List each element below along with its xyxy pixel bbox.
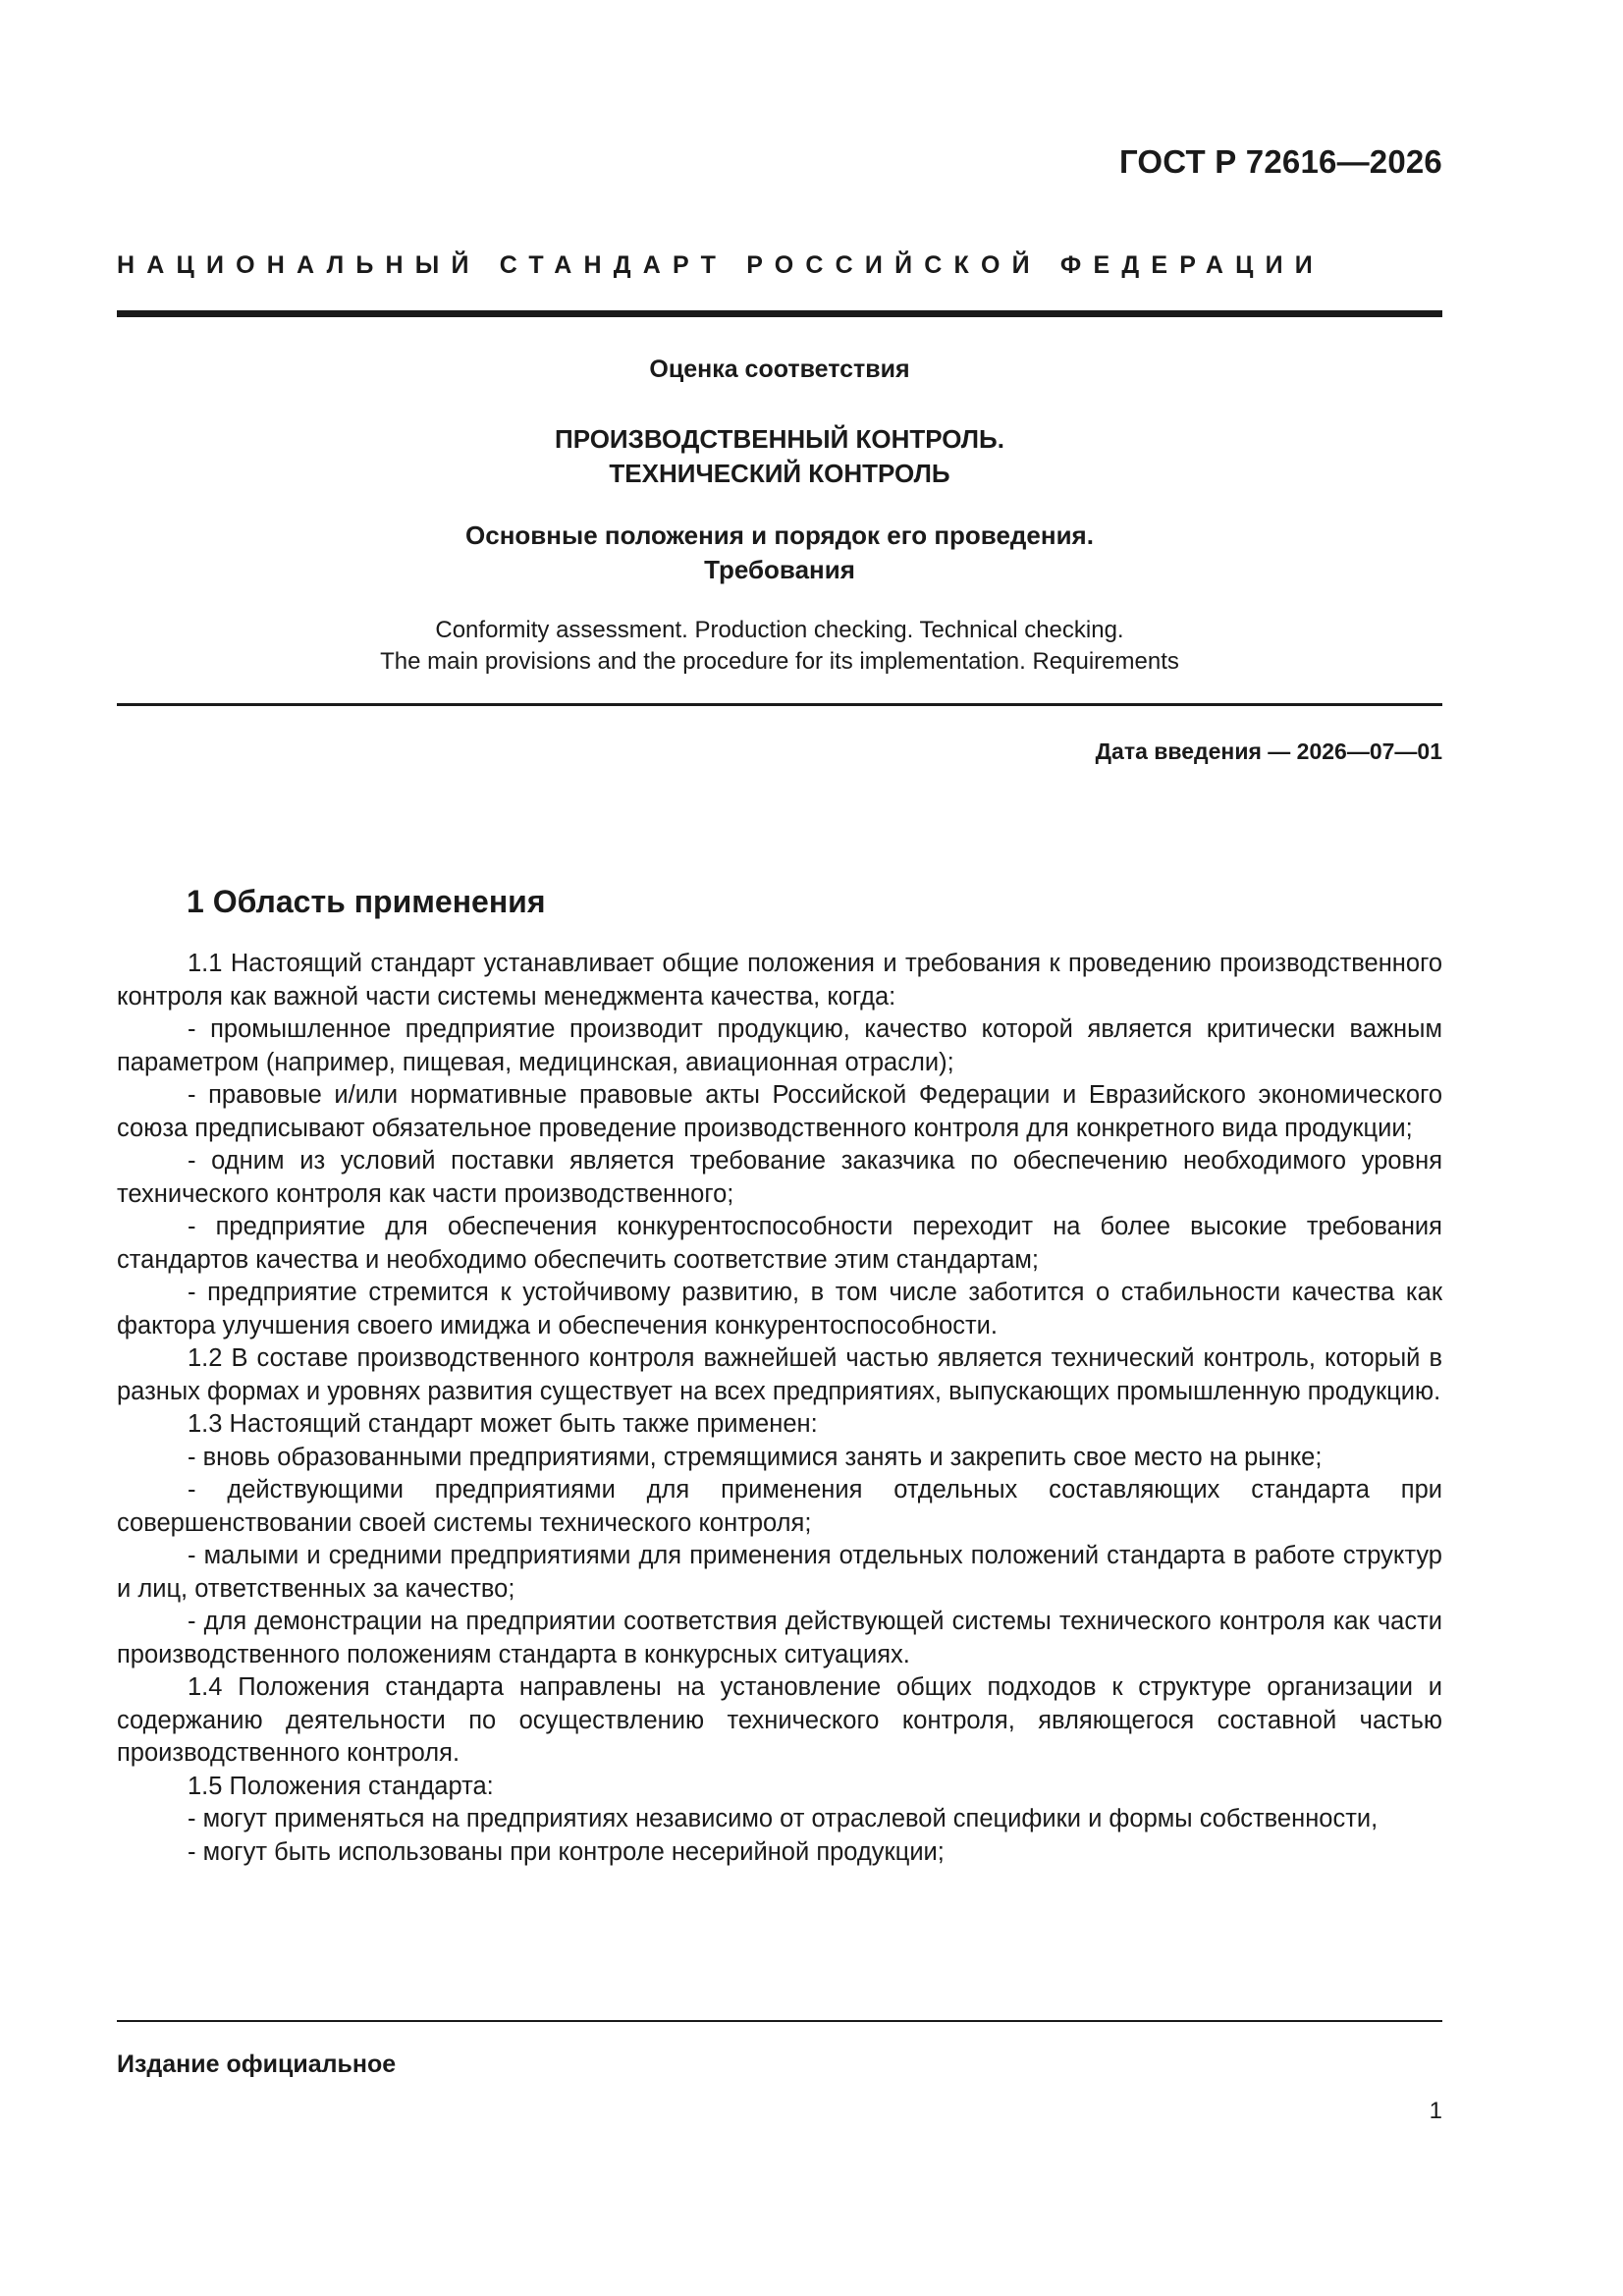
paragraph: 1.3 Настоящий стандарт может быть также применен:	[188, 1410, 818, 1438]
english-title-line-2: The main provisions and the procedure for its implementation. Requirements	[380, 648, 1179, 675]
paragraph: 1.5 Положения стандарта:	[188, 1772, 494, 1800]
subtitle-line-1: Основные положения и порядок его проведения.	[465, 520, 1094, 550]
document-code: ГОСТ Р 72616—2026	[1118, 143, 1442, 180]
title-divider	[117, 703, 1442, 706]
list-item: - могут быть использованы при контроле несерийной продукции;	[188, 1837, 945, 1866]
list-item: - промышленное предприятие производит продукцию, качество которой является критически важным параметром (например, пищевая, медицинская, авиационная отрасли);	[117, 1015, 1442, 1076]
section-body	[117, 948, 1442, 1869]
paragraph: 1.4 Положения стандарта направлены на установление общих подходов к структуре организации и содержанию деятельности по осуществлению технического контроля, являющегося составной частью производственного контроля.	[117, 1673, 1442, 1767]
list-item: - правовые и/или нормативные правовые акты Российской Федерации и Евразийского экономического союза предписывают обязательное проведение производственного контроля для конкретного вида продукции;	[117, 1081, 1442, 1142]
footer-divider	[117, 2020, 1442, 2022]
section-heading: 1 Область применения	[187, 884, 546, 919]
list-item: - одним из условий поставки является требование заказчика по обеспечению необходимого уровня технического контроля как части производственного;	[117, 1147, 1442, 1208]
edition-label: Издание официальное	[117, 2050, 397, 2078]
introduction-date: Дата введения — 2026—07—01	[1095, 738, 1442, 764]
title-line-1: ПРОИЗВОДСТВЕННЫЙ КОНТРОЛЬ.	[555, 424, 1004, 454]
paragraph: 1.2 В составе производственного контроля важнейшей частью является технический контроль, который в разных формах и уровнях развития существует на всех предприятиях, выпускающих промышленную продукцию.	[117, 1344, 1442, 1405]
list-item: - предприятие стремится к устойчивому развитию, в том числе заботится о стабильности качества как фактора улучшения своего имиджа и обеспечения конкурентоспособности.	[117, 1279, 1442, 1339]
standard-type-banner: НАЦИОНАЛЬНЫЙ СТАНДАРТ РОССИЙСКОЙ ФЕДЕРАЦИИ	[117, 251, 1325, 279]
title-line-2: ТЕХНИЧЕСКИЙ КОНТРОЛЬ	[609, 459, 950, 488]
english-title-line-1: Conformity assessment. Production checking. Technical checking.	[435, 617, 1124, 643]
header-divider	[117, 310, 1442, 317]
list-item: - предприятие для обеспечения конкурентоспособности переходит на более высокие требования стандартов качества и необходимо обеспечить соответствие этим стандартам;	[117, 1213, 1442, 1274]
document-subtitle	[117, 519, 1442, 587]
document-title	[117, 422, 1442, 491]
subtitle-line-2: Требования	[704, 555, 855, 584]
list-item: - действующими предприятиями для применения отдельных составляющих стандарта при совершенствовании своей системы технического контроля;	[117, 1476, 1442, 1537]
page-number: 1	[1429, 2098, 1442, 2124]
paragraph: 1.1 Настоящий стандарт устанавливает общие положения и требования к проведению производственного контроля как важной части системы менеджмента качества, когда:	[117, 950, 1442, 1011]
document-subject: Оценка соответствия	[649, 355, 910, 383]
english-title	[117, 615, 1442, 678]
list-item: - малыми и средними предприятиями для применения отдельных положений стандарта в работе структур и лиц, ответственных за качество;	[117, 1542, 1442, 1603]
list-item: - вновь образованными предприятиями, стремящимися занять и закрепить свое место на рынке;	[188, 1443, 1323, 1471]
list-item: - для демонстрации на предприятии соответствия действующей системы технического контроля как части производственного положениям стандарта в конкурсных ситуациях.	[117, 1608, 1442, 1668]
list-item: - могут применяться на предприятиях независимо от отраслевой специфики и формы собственности,	[188, 1805, 1379, 1832]
